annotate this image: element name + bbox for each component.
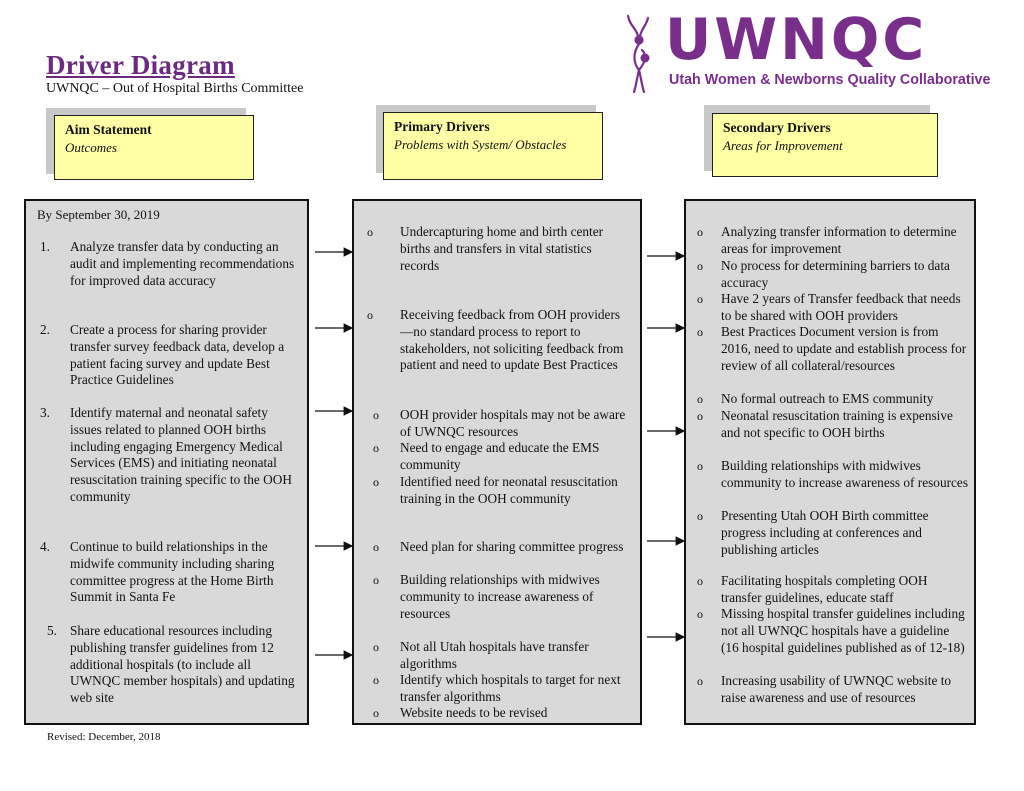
secondary-item: Building relationships with midwives community to increase awareness of resources: [721, 458, 969, 490]
primary-bullet: o: [367, 308, 373, 322]
secondary-bullet: o: [697, 292, 703, 306]
secondary-bullet: o: [697, 459, 703, 473]
secondary-bullet: o: [697, 259, 703, 273]
primary-bullet: o: [373, 540, 379, 554]
primary-item: Building relationships with midwives community to increase awareness of resources: [400, 572, 600, 621]
aim-item-number: 2.: [40, 322, 50, 337]
secondary-item: Presenting Utah OOH Birth committee progress including at conferences and publishing articles: [721, 508, 929, 557]
secondary-bullet: o: [697, 225, 703, 239]
primary-heading: Primary Drivers: [394, 119, 490, 134]
aim-item: Share educational resources including publishing transfer guidelines from 12 additional hospitals (to include all UWNQC member hospitals) and updating web site: [70, 623, 295, 706]
primary-item: Identified need for neonatal resuscitation training in the OOH community: [400, 474, 618, 506]
primary-bullet: o: [367, 225, 373, 239]
secondary-item: No formal outreach to EMS community: [721, 391, 934, 406]
primary-item: OOH provider hospitals may not be aware of UWNQC resources: [400, 407, 626, 439]
primary-bullet: o: [373, 673, 379, 687]
secondary-item: Facilitating hospitals completing OOH transfer guidelines, educate staff: [721, 573, 928, 605]
primary-bullet: o: [373, 573, 379, 587]
uwnqc-logo-wordmark: UWNQC: [665, 7, 928, 73]
secondary-item: Best Practices Document version is from 2016, need to update and establish process for review of all collateral/resources: [721, 324, 967, 373]
primary-item: Website needs to be revised: [400, 705, 548, 720]
secondary-bullet: o: [697, 574, 703, 588]
secondary-bullet: o: [697, 674, 703, 688]
secondary-subheading: Areas for Improvement: [723, 138, 843, 153]
aim-item-number: 5.: [47, 623, 57, 638]
primary-item: Need to engage and educate the EMS community: [400, 440, 600, 472]
aim-subheading: Outcomes: [65, 140, 117, 155]
secondary-bullet: o: [697, 509, 703, 523]
page-subtitle: UWNQC – Out of Hospital Births Committee: [46, 81, 304, 96]
aim-item-number: 1.: [40, 239, 50, 254]
aim-item-number: 4.: [40, 539, 50, 554]
primary-item: Undercapturing home and birth center births and transfers in vital statistics records: [400, 224, 604, 273]
secondary-item: Analyzing transfer information to determine areas for improvement: [721, 224, 957, 256]
uwnqc-logo-tagline: Utah Women & Newborns Quality Collaborative: [669, 72, 991, 88]
page-title: Driver Diagram: [46, 50, 235, 80]
secondary-bullet: o: [697, 392, 703, 406]
secondary-bullet: o: [697, 409, 703, 423]
primary-item: Need plan for sharing committee progress: [400, 539, 624, 554]
aim-intro: By September 30, 2019: [37, 207, 160, 222]
secondary-item: Neonatal resuscitation training is expensive and not specific to OOH births: [721, 408, 953, 440]
aim-item: Create a process for sharing provider transfer survey feedback data, develop a patient facing survey and update Best Practice Guidelines: [70, 322, 285, 388]
primary-item: Identify which hospitals to target for next transfer algorithms: [400, 672, 621, 704]
primary-bullet: o: [373, 640, 379, 654]
primary-bullet: o: [373, 706, 379, 720]
primary-item: Not all Utah hospitals have transfer algorithms: [400, 639, 589, 671]
aim-heading: Aim Statement: [65, 122, 152, 137]
aim-item: Continue to build relationships in the midwife community including sharing committee progress at the Home Birth Summit in Santa Fe: [70, 539, 275, 605]
primary-item: Receiving feedback from OOH providers—no standard process to report to stakeholders, not soliciting feedback from patient and need to update Best Practices: [400, 307, 624, 373]
secondary-item: Increasing usability of UWNQC website to raise awareness and use of resources: [721, 673, 952, 705]
primary-bullet: o: [373, 475, 379, 489]
primary-bullet: o: [373, 408, 379, 422]
aim-item: Identify maternal and neonatal safety issues related to planned OOH births including engaging Emergency Medical Services (EMS) and initiating neonatal resuscitation training specific to the OOH community: [70, 405, 292, 504]
secondary-item: No process for determining barriers to data accuracy: [721, 258, 950, 290]
secondary-heading: Secondary Drivers: [723, 120, 831, 135]
primary-subheading: Problems with System/ Obstacles: [394, 137, 567, 152]
primary-bullet: o: [373, 441, 379, 455]
secondary-bullet: o: [697, 325, 703, 339]
secondary-bullet: o: [697, 607, 703, 621]
aim-item-number: 3.: [40, 405, 50, 420]
revised-date: Revised: December, 2018: [47, 731, 161, 743]
secondary-item: Have 2 years of Transfer feedback that needs to be shared with OOH providers: [721, 291, 961, 323]
secondary-item: Missing hospital transfer guidelines including not all UWNQC hospitals have a guideline (16 hospital guidelines published as of 12-18): [721, 606, 965, 655]
aim-item: Analyze transfer data by conducting an audit and implementing recommendations for improved data accuracy: [70, 239, 295, 288]
